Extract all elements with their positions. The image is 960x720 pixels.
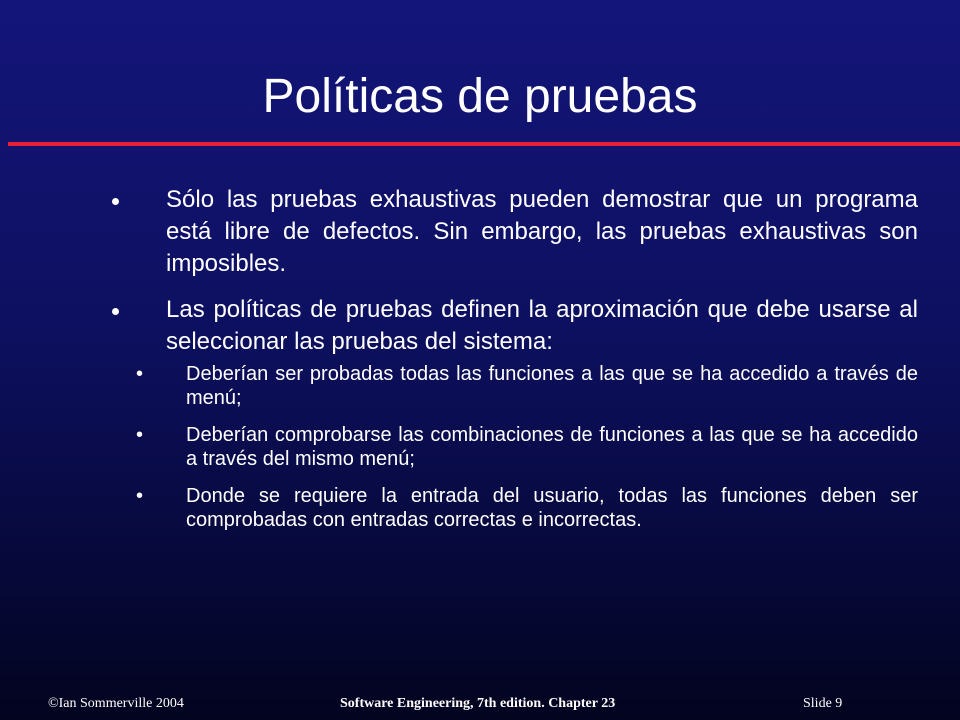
bullet-item bbox=[112, 184, 918, 280]
sub-bullet-item bbox=[70, 423, 918, 471]
sub-bullet-marker-icon: • bbox=[136, 485, 144, 507]
bullet-text: Las políticas de pruebas definen la aproximación que debe usarse al seleccionar las pruebas del sistema: bbox=[166, 296, 918, 355]
slide-title: Políticas de pruebas bbox=[262, 70, 698, 123]
sub-bullet-text: Deberían comprobarse las combinaciones de funciones a las que se ha accedido a través del mismo menú; bbox=[186, 424, 918, 470]
sub-bullet-list bbox=[70, 362, 918, 532]
sub-bullet-marker-icon: • bbox=[136, 424, 144, 446]
sub-bullet-marker-icon: • bbox=[136, 363, 144, 385]
title-divider bbox=[8, 142, 960, 146]
bullet-dot-icon bbox=[112, 198, 119, 205]
sub-bullet-text: Deberían ser probadas todas las funciones a las que se ha accedido a través de menú; bbox=[186, 363, 918, 409]
bullet-text: Sólo las pruebas exhaustivas pueden demostrar que un programa está libre de defectos. Sin embargo, las pruebas exhaustivas son imposibles. bbox=[166, 186, 918, 277]
footer-slide-number: Slide 9 bbox=[803, 696, 843, 711]
bullet-list bbox=[112, 184, 918, 546]
sub-bullet-text: Donde se requiere la entrada del usuario, todas las funciones deben ser comprobadas con entradas correctas e incorrectas. bbox=[186, 485, 918, 531]
sub-bullet-item bbox=[70, 362, 918, 410]
sub-bullet-item bbox=[70, 484, 918, 532]
bullet-dot-icon bbox=[112, 308, 119, 315]
footer-copyright: ©Ian Sommerville 2004 bbox=[48, 696, 184, 711]
footer-book-title: Software Engineering, 7th edition. Chapter 23 bbox=[340, 696, 616, 711]
bullet-item bbox=[112, 294, 918, 532]
